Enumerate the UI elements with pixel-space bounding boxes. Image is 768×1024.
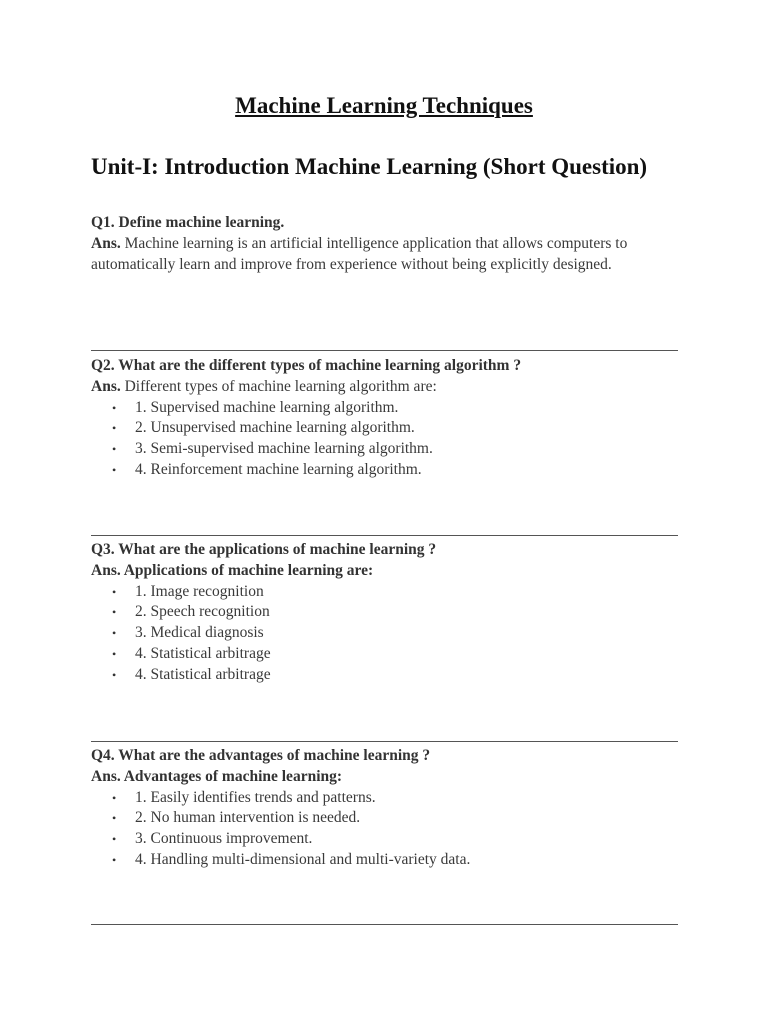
bullet-icon: • [112, 667, 117, 682]
question-1-text: Q1. Define machine learning. [91, 214, 285, 231]
answer-3-list [91, 582, 681, 686]
list-item-text: 1. Supervised machine learning algorithm. [135, 398, 399, 416]
question-block-1 [91, 213, 681, 275]
document-title: Machine Learning Techniques [235, 93, 533, 118]
list-item [91, 439, 681, 460]
divider-4 [91, 924, 678, 925]
unit-heading: Unit-I: Introduction Machine Learning (Short Question) [91, 154, 648, 179]
answer-2-list [91, 398, 681, 481]
bullet-icon: • [112, 646, 117, 661]
list-item [91, 602, 681, 623]
divider-2 [91, 535, 678, 536]
list-item-text: 1. Easily identifies trends and patterns. [135, 788, 376, 806]
question-2-text: Q2. What are the different types of machine learning algorithm ? [91, 357, 522, 374]
list-item-text: 2. Speech recognition [135, 603, 270, 621]
answer-3-heading: Ans. Applications of machine learning are: [91, 561, 374, 579]
list-item-text: 2. No human intervention is needed. [135, 809, 361, 827]
bullet-icon: • [112, 400, 117, 415]
list-item [91, 788, 681, 809]
divider-1 [91, 350, 678, 351]
list-item [91, 850, 681, 871]
bullet-icon: • [112, 421, 117, 436]
question-block-4 [91, 746, 681, 871]
list-item [91, 418, 681, 439]
bullet-icon: • [112, 832, 117, 847]
bullet-icon: • [112, 462, 117, 477]
list-item [91, 582, 681, 603]
answer-2-text: Different types of machine learning algorithm are: [120, 377, 437, 395]
list-item [91, 644, 681, 665]
divider-3 [91, 741, 678, 742]
answer-4-list [91, 788, 681, 871]
list-item-text: 4. Reinforcement machine learning algorithm. [135, 460, 422, 478]
answer-1-text: Machine learning is an artificial intelligence application that allows computers to automatically learn and improve from experience without being explicitly designed. [91, 234, 628, 273]
answer-2-label: Ans. [91, 377, 121, 395]
bullet-icon: • [112, 626, 117, 641]
list-item-text: 4. Handling multi-dimensional and multi-variety data. [135, 850, 471, 868]
bullet-icon: • [112, 811, 117, 826]
list-item [91, 829, 681, 850]
question-3-text: Q3. What are the applications of machine learning ? [91, 541, 437, 558]
list-item [91, 398, 681, 419]
list-item-text: 3. Continuous improvement. [135, 830, 313, 848]
list-item [91, 623, 681, 644]
list-item-text: 4. Statistical arbitrage [135, 665, 271, 683]
list-item [91, 460, 681, 481]
list-item-text: 3. Medical diagnosis [135, 624, 264, 642]
list-item-text: 4. Statistical arbitrage [135, 644, 271, 662]
bullet-icon: • [112, 790, 117, 805]
question-block-2 [91, 356, 681, 481]
bullet-icon: • [112, 852, 117, 867]
bullet-icon: • [112, 605, 117, 620]
list-item [91, 665, 681, 686]
list-item-text: 1. Image recognition [135, 582, 264, 600]
answer-2 [91, 377, 681, 398]
question-4-text: Q4. What are the advantages of machine learning ? [91, 747, 431, 764]
bullet-icon: • [112, 442, 117, 457]
question-block-3 [91, 540, 681, 686]
list-item [91, 808, 681, 829]
bullet-icon: • [112, 584, 117, 599]
list-item-text: 2. Unsupervised machine learning algorithm. [135, 419, 415, 437]
answer-1 [91, 234, 681, 276]
answer-4-heading: Ans. Advantages of machine learning: [91, 767, 343, 785]
answer-1-label: Ans. [91, 234, 121, 252]
list-item-text: 3. Semi-supervised machine learning algorithm. [135, 440, 433, 458]
